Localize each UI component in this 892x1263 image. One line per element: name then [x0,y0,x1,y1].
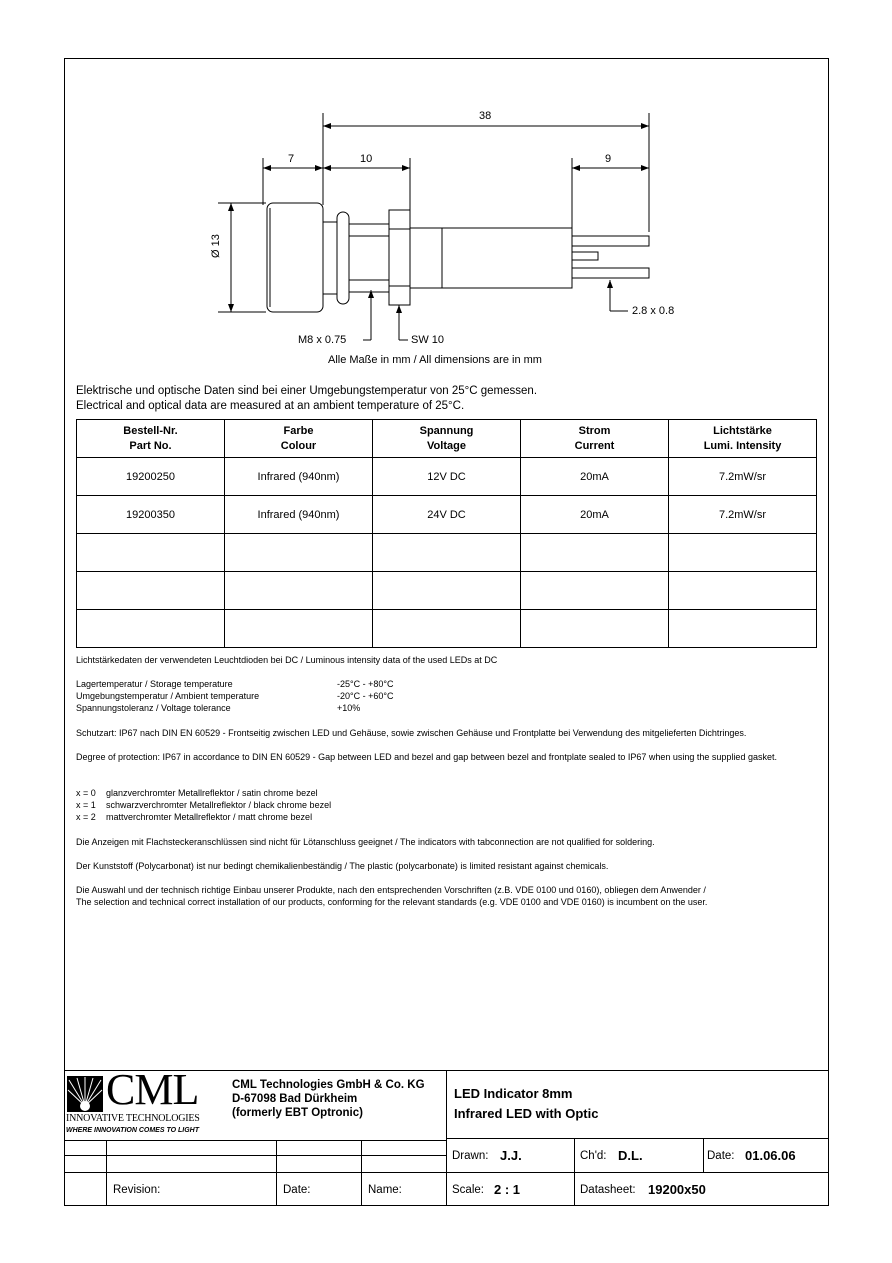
header-voltage: Spannung Voltage [373,420,521,458]
cell-voltage: 12V DC [373,458,521,496]
temp-storage-value: -25°C - +80°C [337,679,394,689]
cell-colour: Infrared (940nm) [225,496,373,534]
voltage-tolerance-value: +10% [337,703,361,713]
product-title: LED Indicator 8mm [454,1086,573,1101]
header-current: Strom Current [521,420,669,458]
table-row-empty [77,534,817,572]
revision-name-label: Name: [368,1184,402,1196]
note-install-en: The selection and technical correct installation of our products, conforming for the relevant standards (e.g. VDE 0100 and VDE 0160) is incumbent on the user. [76,897,708,907]
bezel-x0-text: glanzverchromter Metallreflektor / satin chrome bezel [106,788,318,798]
revision-label: Revision: [113,1184,161,1196]
checked-value: D.L. [618,1148,643,1163]
bezel-x2-text: mattverchromter Metallreflektor / matt chrome bezel [106,812,313,822]
company-former: (formerly EBT Optronic) [232,1107,363,1119]
cml-logo-text: CML [106,1065,199,1114]
dim-overall: 38 [479,110,492,122]
note-intensity: Lichtstärkedaten der verwendeten Leuchtdioden bei DC / Luminous intensity data of the used LEDs at DC [76,655,498,665]
cell-current: 20mA [521,496,669,534]
table-row [77,458,817,496]
cml-logo-icon [67,1076,103,1112]
logo-subtitle: INNOVATIVE TECHNOLOGIES [66,1113,200,1124]
header-colour: Farbe Colour [225,420,373,458]
header-intensity: Lichtstärke Lumi. Intensity [669,420,817,458]
cell-voltage: 24V DC [373,496,521,534]
date-label: Date: [707,1150,735,1162]
table-row-empty [77,610,817,648]
datasheet-label: Datasheet: [580,1184,636,1196]
dim-thread: M8 x 0.75 [298,334,347,346]
note-protection-en: Degree of protection: IP67 in accordance to DIN EN 60529 - Gap between LED and bezel and gap between bezel and frontplate sealed to IP67 when using the supplied gasket. [76,752,777,762]
bezel-x0: x = 0 [76,788,96,798]
technical-drawing [0,0,892,380]
checked-label: Ch'd: [580,1150,607,1162]
dim-thread-length: 10 [360,153,373,165]
note-plastic: Der Kunststoff (Polycarbonat) ist nur bedingt chemikalienbeständig / The plastic (polycarbonate) is limited resistant against chemicals. [76,861,609,871]
date-value: 01.06.06 [745,1148,796,1163]
note-install-de: Die Auswahl und der technisch richtige Einbau unserer Produkte, nach den entsprechenden Vorschriften (z.B. VDE 0100 und 0160), obliegen dem Anwender / [76,885,706,895]
cell-intensity: 7.2mW/sr [669,496,817,534]
table-row [77,496,817,534]
drawn-value: J.J. [500,1148,522,1163]
cell-current: 20mA [521,458,669,496]
bezel-x1-text: schwarzverchromter Metallreflektor / black chrome bezel [106,800,332,810]
dim-pins: 9 [605,153,612,165]
intro-en: Electrical and optical data are measured at an ambient temperature of 25°C. [76,400,465,412]
product-subtitle: Infrared LED with Optic [454,1106,599,1121]
drawn-label: Drawn: [452,1150,489,1162]
intro-de: Elektrische und optische Daten sind bei einer Umgebungstemperatur von 25°C gemessen. [76,385,538,397]
dim-pin-size: 2.8 x 0.8 [632,305,675,317]
dimension-caption: Alle Maße in mm / All dimensions are in mm [328,354,542,366]
logo-tagline: WHERE INNOVATION COMES TO LIGHT [66,1127,199,1134]
note-solder: Die Anzeigen mit Flachsteckeranschlüssen sind nicht für Lötanschluss geeignet / The indicators with tabconnection are not qualified for soldering. [76,837,655,847]
cell-intensity: 7.2mW/sr [669,458,817,496]
table-header-row [77,420,817,458]
company-address: D-67098 Bad Dürkheim [232,1093,358,1105]
cell-part-no: 19200250 [77,458,225,496]
cell-colour: Infrared (940nm) [225,458,373,496]
bezel-x2: x = 2 [76,812,96,822]
dim-front: 7 [288,153,295,165]
spec-table [76,419,817,648]
dim-diameter: Ø 13 [210,234,222,258]
scale-value: 2 : 1 [494,1182,521,1197]
company-name: CML Technologies GmbH & Co. KG [232,1079,425,1091]
note-protection-de: Schutzart: IP67 nach DIN EN 60529 - Frontseitig zwischen LED und Gehäuse, sowie zwischen Gehäuse und Frontplatte bei Verwendung des mitgelieferten Dichtringes. [76,728,747,738]
header-part-no: Bestell-Nr. Part No. [77,420,225,458]
bezel-x1: x = 1 [76,800,96,810]
dim-wrench: SW 10 [411,334,445,346]
scale-label: Scale: [452,1184,484,1196]
revision-date-label: Date: [283,1184,311,1196]
temp-ambient-value: -20°C - +60°C [337,691,394,701]
temp-ambient-label: Umgebungstemperatur / Ambient temperature [76,691,260,701]
voltage-tolerance-label: Spannungstoleranz / Voltage tolerance [76,703,231,713]
cell-part-no: 19200350 [77,496,225,534]
table-row-empty [77,572,817,610]
temp-storage-label: Lagertemperatur / Storage temperature [76,679,233,689]
datasheet-value: 19200x50 [648,1182,706,1197]
